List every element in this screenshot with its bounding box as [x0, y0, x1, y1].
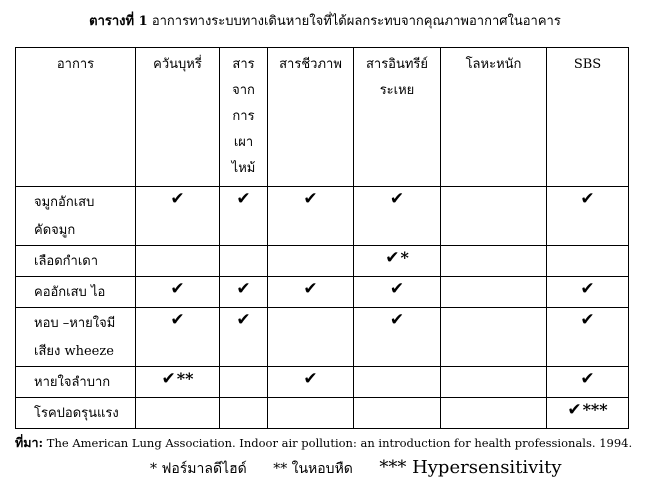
- check-cell: [268, 367, 354, 398]
- check-cell: [220, 246, 268, 277]
- check-cell: [547, 398, 629, 429]
- check-cell: [220, 187, 268, 246]
- header-row: [16, 48, 629, 187]
- check-cell: [354, 277, 441, 308]
- check-mark-icon: ✔: [580, 189, 595, 209]
- legend-hypersensitivity: *** Hypersensitivity: [379, 457, 562, 478]
- check-cell: [268, 398, 354, 429]
- check-cell: [136, 246, 220, 277]
- check-mark-icon: ✔: [389, 189, 405, 209]
- check-cell: [136, 367, 220, 398]
- footnote-marker: *: [400, 248, 409, 267]
- symptom-table: [15, 47, 629, 429]
- check-cell: [441, 246, 547, 277]
- check-mark-icon: ✔: [161, 369, 176, 389]
- check-mark-icon: ✔: [580, 310, 595, 330]
- check-mark-icon: ✔: [580, 279, 595, 299]
- symptom-cell: โรคปอดรุนแรง: [16, 398, 136, 429]
- legend-asthma: ** ในหอบหืด: [273, 461, 353, 477]
- check-cell: [268, 308, 354, 367]
- check-mark-icon: ✔: [170, 310, 185, 330]
- check-cell: [354, 308, 441, 367]
- caption-text: อาการทางระบบทางเดินหายใจที่ได้ผลกระทบจากคุณภาพอากาศในอาคาร: [151, 14, 561, 29]
- check-cell: [136, 308, 220, 367]
- check-cell: [547, 187, 629, 246]
- check-cell: [136, 398, 220, 429]
- check-mark-icon: ✔: [385, 248, 400, 268]
- header-combustion: สาร จาก การ เผา ไหม้: [220, 48, 268, 187]
- header-cigarette-smoke: ควันบุหรี่: [136, 48, 220, 187]
- header-voc: สารอินทรีย์ ระเหย: [354, 48, 441, 187]
- check-cell: [136, 187, 220, 246]
- check-cell: [354, 246, 441, 277]
- header-biological: สารชีวภาพ: [268, 48, 354, 187]
- table-row: [16, 187, 629, 246]
- source-label: ที่มา:: [15, 435, 44, 450]
- check-mark-icon: ✔: [303, 189, 318, 209]
- symptom-cell: เลือดกำเดา: [16, 246, 136, 277]
- symptom-cell: หายใจลำบาก: [16, 367, 136, 398]
- check-cell: [268, 277, 354, 308]
- symptom-cell: คออักเสบ ไอ: [16, 277, 136, 308]
- check-mark-icon: ✔: [580, 369, 595, 389]
- footnote-marker: ***: [582, 400, 608, 419]
- header-heavy-metal: โลหะหนัก: [441, 48, 547, 187]
- check-cell: [547, 308, 629, 367]
- check-cell: [354, 398, 441, 429]
- check-cell: [220, 277, 268, 308]
- table-row: [16, 367, 629, 398]
- check-cell: [268, 246, 354, 277]
- check-cell: [547, 367, 629, 398]
- check-mark-icon: ✔: [170, 189, 185, 209]
- check-cell: [441, 277, 547, 308]
- footnote-legend: [150, 457, 610, 480]
- check-cell: [268, 187, 354, 246]
- header-sbs: SBS: [547, 48, 629, 187]
- legend-formaldehyde: * ฟอร์มาลดีไฮด์: [150, 461, 247, 477]
- footnote-marker: **: [176, 369, 194, 388]
- check-mark-icon: ✔: [567, 400, 582, 420]
- check-mark-icon: ✔: [303, 369, 318, 389]
- symptom-cell: หอบ –หายใจมี เสียง wheeze: [16, 308, 136, 367]
- check-mark-icon: ✔: [170, 279, 185, 299]
- check-mark-icon: ✔: [389, 279, 405, 299]
- check-cell: [354, 187, 441, 246]
- check-cell: [220, 398, 268, 429]
- caption-prefix: ตารางที่ 1: [89, 14, 148, 29]
- symptom-cell: จมูกอักเสบ คัดจมูก: [16, 187, 136, 246]
- check-mark-icon: ✔: [236, 310, 251, 330]
- check-mark-icon: ✔: [303, 279, 318, 299]
- check-cell: [441, 367, 547, 398]
- header-symptom: อาการ: [16, 48, 136, 187]
- check-cell: [220, 367, 268, 398]
- check-mark-icon: ✔: [236, 279, 251, 299]
- table-row: [16, 277, 629, 308]
- check-cell: [220, 308, 268, 367]
- check-cell: [547, 277, 629, 308]
- source-text: The American Lung Association. Indoor air pollution: an introduction for health professionals. 1994.: [46, 436, 633, 450]
- check-cell: [547, 246, 629, 277]
- check-cell: [441, 187, 547, 246]
- source-note: [15, 433, 640, 453]
- check-cell: [354, 367, 441, 398]
- table-row: [16, 308, 629, 367]
- check-cell: [441, 398, 547, 429]
- check-cell: [136, 277, 220, 308]
- table-caption: [0, 10, 650, 31]
- table-row: [16, 246, 629, 277]
- check-cell: [441, 308, 547, 367]
- check-mark-icon: ✔: [389, 310, 405, 330]
- table-row: [16, 398, 629, 429]
- check-mark-icon: ✔: [236, 189, 251, 209]
